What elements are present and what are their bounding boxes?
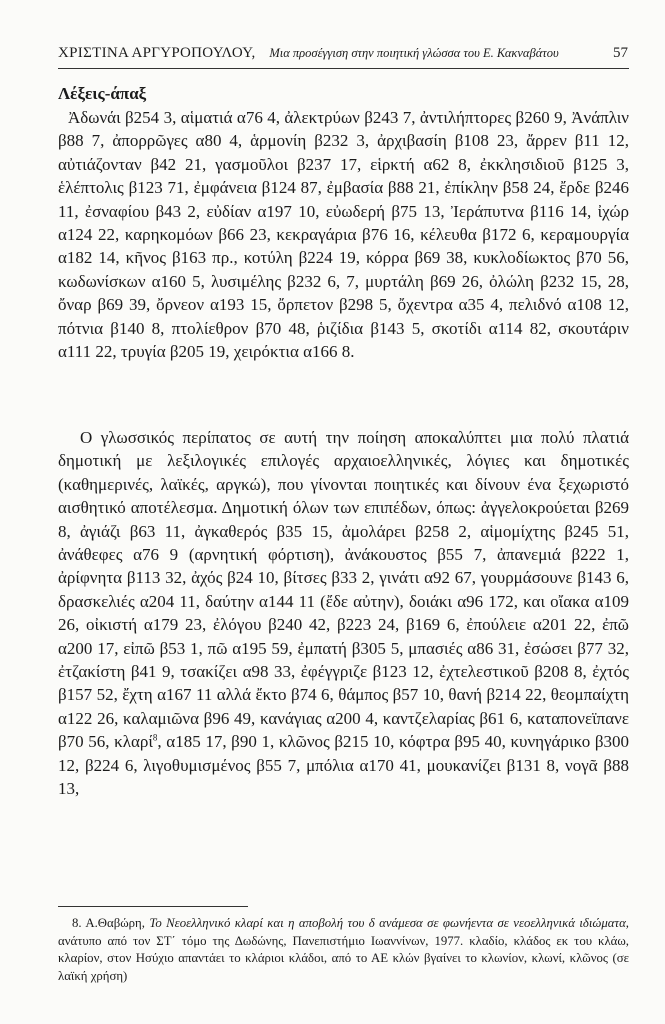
- header-rule: [58, 68, 629, 69]
- body-paragraph-text: Ο γλωσσικός περίπατος σε αυτή την ποίηση αποκαλύπτει μια πολύ πλατιά δημοτική με λεξιλογικές επιλογές αρχαιοελληνικές, λόγιες και δημοτικές (καθημερινές, λαϊκές, αργκώ), που γίνονται ποιητικές και δίνουν ένα ξεχωριστό αισθητικό αποτέλεσμα. Δημοτική όλων των επιπέδων, όπως: ἀγγελοκρούεται β269 8, ἀγιάζι β63 11, ἀγκαθερός β35 15, ἀμολάρει β258 2, αἱμομίχτης β245 51, ἀνάθεφες α76 9 (αρνητική φόρτιση), ἀνάκουστος β55 7, ἀπανεμιά β222 1, ἀρίφνητα β113 32, ἀχός β24 10, βίτσες β33 2, γινάτι α92 67, γουρμάσουνε β143 6, δρασκελιές α204 11, δαύτην α144 11 (ἔδε αὐτην), δοιάκι α96 172, και οἴακα α109 26, οἰκιστή α179 23, ἐλόγου β240 42, β223 24, β169 6, ἐπούλειε α201 22, ἐπῶ α200 17, εἰπῶ β53 1, πῶ α195 59, ἐμπατή β305 5, μπασιές α86 31, ἐσώσει β77 32, ἐτζακίστη β41 9, τσακίζει α98 33, ἐφέγγριζε β123 12, ἐχτελεστικοῦ β208 8, ἐχτός β157 52, ἔχτη α167 11 αλλά ἔκτο β74 6, θάμπος β57 10, θανή β214 22, θεομπαίχτη α122 26, καλαμιῶνα β96 49, κανάγιας α200 4, καντζελαρίας β61 6, καταπονεϊπανε β70 56, κλαρί: [58, 428, 629, 752]
- footnote: [58, 915, 629, 985]
- footnote-title: Το Νεοελληνικό κλαρί και η αποβολή του δ ανάμεσα σε φωνήεντα σε νεοελληνικά ιδιώματα,: [149, 916, 629, 930]
- footnote-author: Α.Θαβώρη,: [85, 916, 145, 930]
- running-head-author: ΧΡΙΣΤΙΝΑ ΑΡΓΥΡΟΠΟΥΛΟΥ,: [58, 45, 256, 61]
- body-paragraph-continuation: , α185 17, β90 1, κλῶνος β215 10, κόφτρα β95 40, κυνηγάρικο β300 12, β224 6, λιγοθυμισμένος β55 7, μπόλια α170 41, μουκανίζει β131 8, νογᾶ β88 13,: [58, 732, 629, 799]
- running-head-title: Μια προσέγγιση στην ποιητική γλώσσα του Ε. Κακναβάτου: [269, 46, 559, 60]
- body-paragraph: [58, 426, 629, 801]
- footnote-reference[interactable]: 8: [152, 732, 158, 743]
- footnote-rule: [58, 906, 248, 907]
- section-heading: Λέξεις-άπαξ: [58, 84, 147, 103]
- page-number: 57: [613, 45, 628, 61]
- footnote-text: ανάτυπο από τον ΣΤ΄ τόμο της Δωδώνης, Πανεπιστήμιο Ιωαννίνων, 1977. κλαδίο, κλάδος εκ του κλάω, κλαρίον, στον Ησύχιο απαντάει το κλάριοι κλάδοι, από το ΑΕ κλών βγαίνει το κλωνίον, κλωνί, κλῶνος (σε λαϊκή χρήση): [58, 933, 629, 983]
- running-head: [58, 44, 628, 62]
- hapax-list-paragraph: Ἀδωνάι β254 3, αἱματιά α76 4, ἀλεκτρύων β243 7, ἀντιλήπτορες β260 9, Ἀνάπλιν β88 7, ἀπορρῶγες α80 4, ἁρμονίη β232 3, ἀρχιβασίη β108 23, ἄρρεν β11 12, αὐτιάζονταν β42 21, γασμοῦλοι β237 17, εἱρκτή α62 8, ἐκκλησιδιοῦ β125 3, ἑλέπτολις β123 71, ἐμφάνεια β124 87, ἐμβασία β88 21, ἐπίκλην β58 24, ἔρδε β246 11, ἐσναφίου β43 2, εὐδίαν α197 10, εὐωδερή β75 13, Ἰεράπυτνα β116 14, ἰχώρ α124 22, καρηκομόων β66 23, κεκραγάρια β76 16, κέλευθα β172 6, κεραμουργία α182 14, κῆνος β163 πρ., κοτύλη β224 19, κόρρα β69 38, κυκλοδίωκτος β70 56, κωδωνίσκων α160 5, λυσιμέλης β232 6, 7, μυρτάλη β69 26, ὀλώλη β232 15, 28, ὄναρ β69 39, ὄρνεον α193 15, ὄρπετον β298 5, ὄχεντρα α35 4, πελιδνό α108 12, πότνια β140 8, πτολίεθρον β70 48, ῥιζίδια β143 5, σκοτίδι α114 82, σκουτάριν α111 22, τρυγία β205 19, χειρόκτια α166 8.: [58, 108, 629, 362]
- footnote-number: 8.: [72, 916, 82, 930]
